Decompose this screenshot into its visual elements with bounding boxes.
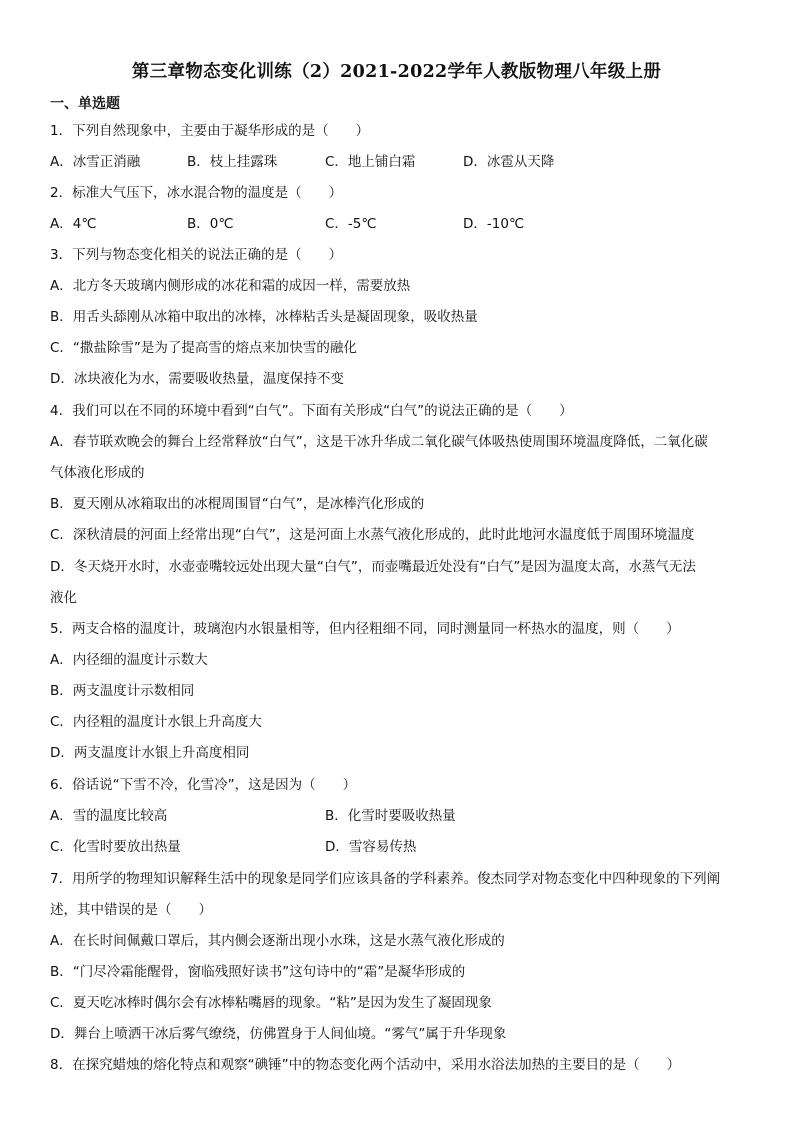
question-6-option-c: C．化雪时要放出热量	[50, 839, 181, 855]
question-8-stem: 8．在探究蜡烛的熔化特点和观察“碘锤”中的物态变化两个活动中，采用水浴法加热的主要目的是（ ）	[50, 1057, 681, 1073]
page-title: 第三章物态变化训练（2）2021-2022学年人教版物理八年级上册	[131, 62, 662, 82]
question-3-stem: 3．下列与物态变化相关的说法正确的是（ ）	[50, 247, 343, 263]
question-4-option-a-line2: 气体液化形成的	[50, 465, 145, 481]
question-4-option-b: B．夏天刚从冰箱取出的冰棍周围冒“白气”，是冰棒汽化形成的	[50, 496, 425, 512]
question-5-stem: 5．两支合格的温度计，玻璃泡内水银量相等，但内径粗细不同，同时测量同一杯热水的温度，则（ ）	[50, 621, 680, 637]
question-2-option-c: C．-5℃	[325, 216, 377, 232]
question-2-option-d: D．-10℃	[463, 216, 525, 232]
question-2-stem: 2．标准大气压下，冰水混合物的温度是（ ）	[50, 185, 343, 201]
question-3-option-b: B．用舌头舔刚从冰箱中取出的冰棒，冰棒粘舌头是凝固现象，吸收热量	[50, 309, 478, 325]
question-1-option-a: A．冰雪正消融	[50, 154, 141, 170]
question-4-option-a-line1: A．春节联欢晚会的舞台上经常释放“白气”，这是干冰升华成二氧化碳气体吸热使周围环境温度降低，二氧化碳	[50, 434, 708, 450]
question-5-option-a: A．内径细的温度计示数大	[50, 652, 208, 668]
question-6-option-b: B．化雪时要吸收热量	[325, 808, 456, 824]
question-7-stem-line2: 述，其中错误的是（ ）	[50, 902, 212, 918]
question-1-option-b: B．枝上挂露珠	[187, 154, 278, 170]
question-7-stem-line1: 7．用所学的物理知识解释生活中的现象是同学们应该具备的学科素养。俊杰同学对物态变化中四种现象的下列阐	[50, 871, 721, 887]
question-4-option-c: C．深秋清晨的河面上经常出现“白气”，这是河面上水蒸气液化形成的，此时此地河水温度低于周围环境温度	[50, 527, 695, 543]
section-heading: 一、单选题	[50, 96, 120, 112]
question-7-option-d: D．舞台上喷洒干冰后雾气缭绕，仿佛置身于人间仙境。“雾气”属于升华现象	[50, 1026, 507, 1042]
question-5-option-c: C．内径粗的温度计水银上升高度大	[50, 714, 262, 730]
question-7-option-b: B．“门尽冷霜能醒骨，窗临残照好读书”这句诗中的“霜”是凝华形成的	[50, 964, 466, 980]
question-1-option-d: D．冰雹从天降	[463, 154, 555, 170]
question-4-stem: 4．我们可以在不同的环境中看到“白气”。下面有关形成“白气”的说法正确的是（ ）	[50, 403, 573, 419]
question-2-option-a: A．4℃	[50, 216, 97, 232]
question-4-option-d-line2: 液化	[50, 590, 77, 606]
question-6-option-a: A．雪的温度比较高	[50, 808, 168, 824]
question-6-option-d: D．雪容易传热	[325, 839, 417, 855]
question-3-option-d: D．冰块液化为水，需要吸收热量，温度保持不变	[50, 371, 344, 387]
question-7-option-c: C．夏天吃冰棒时偶尔会有冰棒粘嘴唇的现象。“粘”是因为发生了凝固现象	[50, 995, 492, 1011]
question-7-option-a: A．在长时间佩戴口罩后，其内侧会逐渐出现小水珠，这是水蒸气液化形成的	[50, 933, 505, 949]
question-3-option-a: A．北方冬天玻璃内侧形成的冰花和霜的成因一样，需要放热	[50, 278, 411, 294]
question-5-option-b: B．两支温度计示数相同	[50, 683, 195, 699]
question-2-option-b: B．0℃	[187, 216, 234, 232]
question-4-option-d-line1: D．冬天烧开水时，水壶壶嘴较远处出现大量“白气”，而壶嘴最近处没有“白气”是因为温度太高，水蒸气无法	[50, 559, 696, 575]
question-5-option-d: D．两支温度计水银上升高度相同	[50, 745, 250, 761]
question-1-option-c: C．地上铺白霜	[325, 154, 416, 170]
question-3-option-c: C．“撒盐除雪”是为了提高雪的熔点来加快雪的融化	[50, 340, 357, 356]
question-1-stem: 1．下列自然现象中，主要由于凝华形成的是（ ）	[50, 123, 370, 139]
question-6-stem: 6．俗话说“下雪不冷，化雪冷”，这是因为（ ）	[50, 777, 357, 793]
